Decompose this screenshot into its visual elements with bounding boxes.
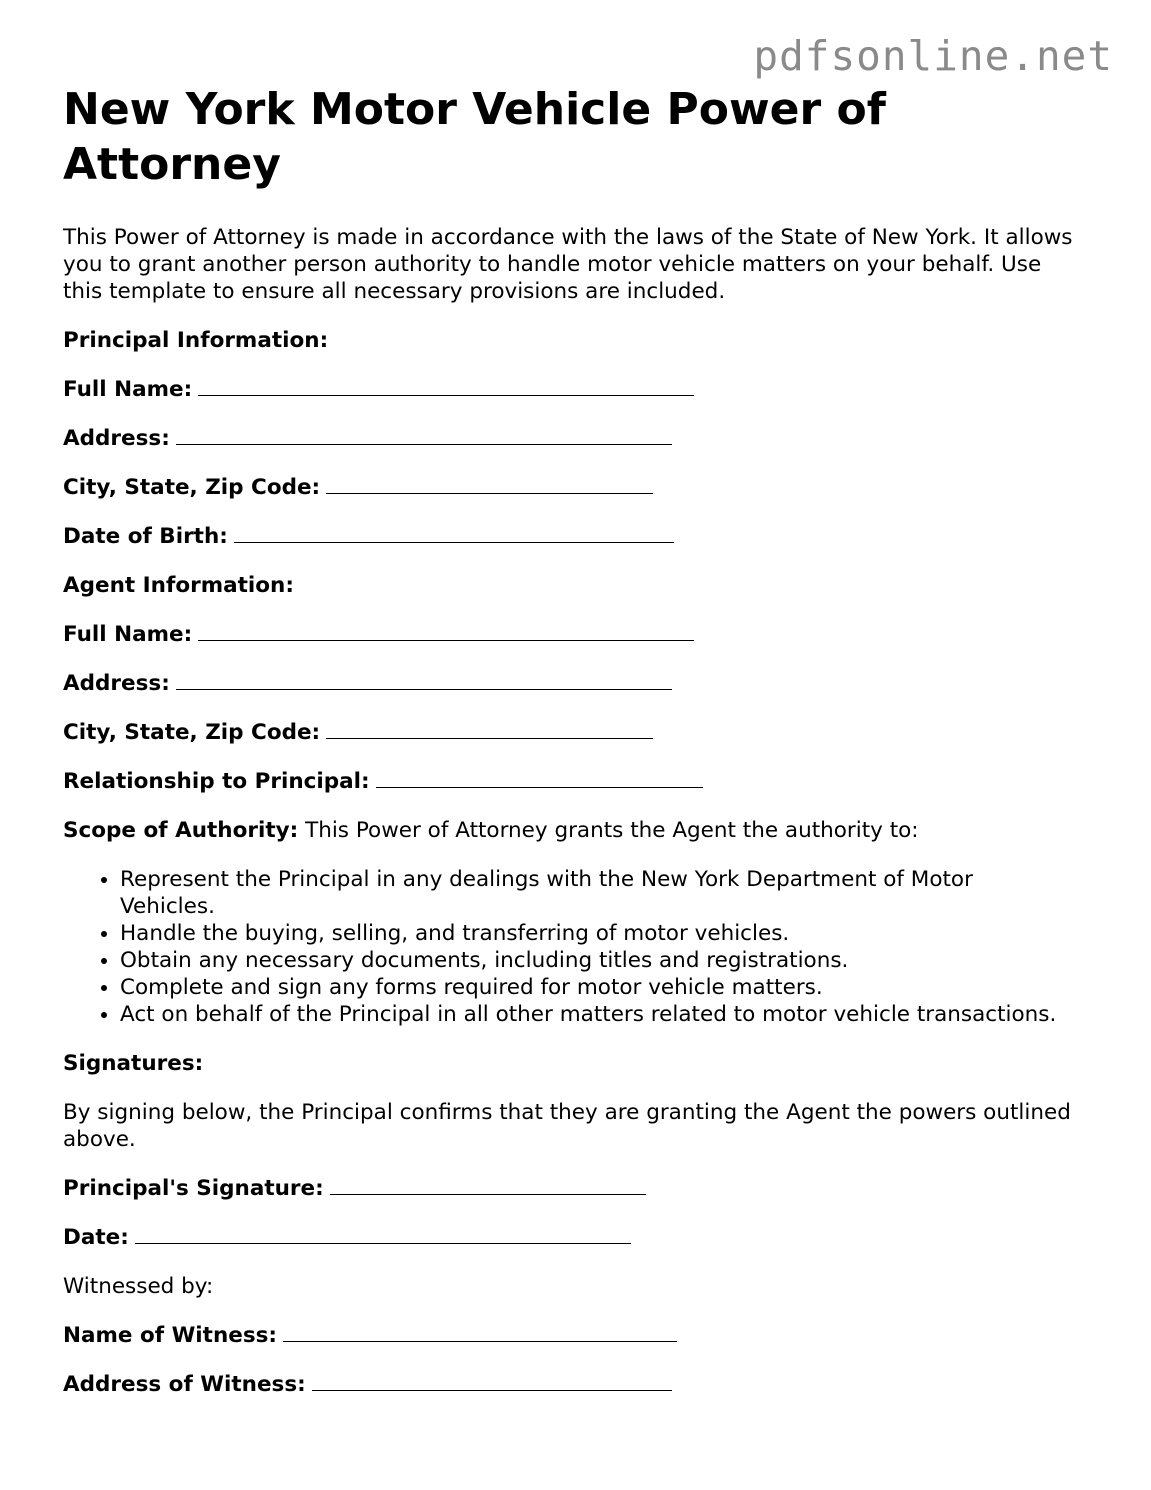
principal-signature-field xyxy=(63,1175,1073,1202)
signatures-text: By signing below, the Principal confirms that they are granting the Agent the powers outlined above. xyxy=(63,1100,1071,1152)
agent-full-name-blank[interactable] xyxy=(198,621,694,641)
signatures-heading: Signatures: xyxy=(63,1051,204,1076)
agent-full-name-label: Full Name: xyxy=(63,622,193,647)
document-page xyxy=(63,82,1073,1398)
list-item: • Complete and sign any forms required for motor vehicle matters. xyxy=(120,974,1073,1001)
agent-relationship-blank[interactable] xyxy=(376,768,703,788)
principal-address-label: Address: xyxy=(63,426,170,451)
agent-city-field xyxy=(63,719,1073,746)
agent-address-blank[interactable] xyxy=(176,670,672,690)
witness-name-field xyxy=(63,1322,1073,1349)
agent-full-name-field xyxy=(63,621,1073,648)
date-blank[interactable] xyxy=(135,1224,631,1244)
agent-address-field xyxy=(63,670,1073,697)
agent-heading: Agent Information: xyxy=(63,573,294,598)
agent-city-blank[interactable] xyxy=(326,719,653,739)
principal-dob-field xyxy=(63,523,1073,550)
witness-address-blank[interactable] xyxy=(312,1371,672,1391)
principal-signature-label: Principal's Signature: xyxy=(63,1176,324,1201)
agent-relationship-field xyxy=(63,768,1073,795)
list-item: • Represent the Principal in any dealings with the New York Department of Motor Vehicles. xyxy=(120,866,1073,920)
principal-dob-label: Date of Birth: xyxy=(63,524,228,549)
scope-list xyxy=(63,866,1073,1028)
principal-full-name-field xyxy=(63,376,1073,403)
principal-dob-blank[interactable] xyxy=(234,523,674,543)
page-title: New York Motor Vehicle Power of Attorney xyxy=(63,84,886,190)
scope-label: Scope of Authority: xyxy=(63,818,299,843)
intro-paragraph: This Power of Attorney is made in accordance with the laws of the State of New York. It allows you to grant another person authority to handle motor vehicle matters on your behalf. Use this template to ensure all necessary provisions are included. xyxy=(63,225,1073,304)
agent-relationship-label: Relationship to Principal: xyxy=(63,769,370,794)
watermark: pdfsonline.net xyxy=(753,32,1113,80)
witnessed-by: Witnessed by: xyxy=(63,1274,214,1299)
principal-full-name-blank[interactable] xyxy=(198,376,694,396)
principal-address-field xyxy=(63,425,1073,452)
principal-signature-blank[interactable] xyxy=(330,1175,646,1195)
principal-full-name-label: Full Name: xyxy=(63,377,193,402)
witness-name-blank[interactable] xyxy=(283,1322,677,1342)
list-item: • Handle the buying, selling, and transferring of motor vehicles. xyxy=(120,920,1073,947)
witness-address-field xyxy=(63,1371,1073,1398)
list-item: • Act on behalf of the Principal in all other matters related to motor vehicle transactions. xyxy=(120,1001,1073,1028)
witness-address-label: Address of Witness: xyxy=(63,1372,306,1397)
principal-address-blank[interactable] xyxy=(176,425,672,445)
scope-paragraph xyxy=(63,817,1073,844)
witness-name-label: Name of Witness: xyxy=(63,1323,278,1348)
list-item: • Obtain any necessary documents, including titles and registrations. xyxy=(120,947,1073,974)
principal-city-label: City, State, Zip Code: xyxy=(63,475,321,500)
scope-text: This Power of Attorney grants the Agent the authority to: xyxy=(298,818,919,843)
principal-city-field xyxy=(63,474,1073,501)
agent-address-label: Address: xyxy=(63,671,170,696)
agent-city-label: City, State, Zip Code: xyxy=(63,720,321,745)
principal-heading: Principal Information: xyxy=(63,328,329,353)
date-field xyxy=(63,1224,1073,1251)
date-label: Date: xyxy=(63,1225,129,1250)
principal-city-blank[interactable] xyxy=(326,474,653,494)
